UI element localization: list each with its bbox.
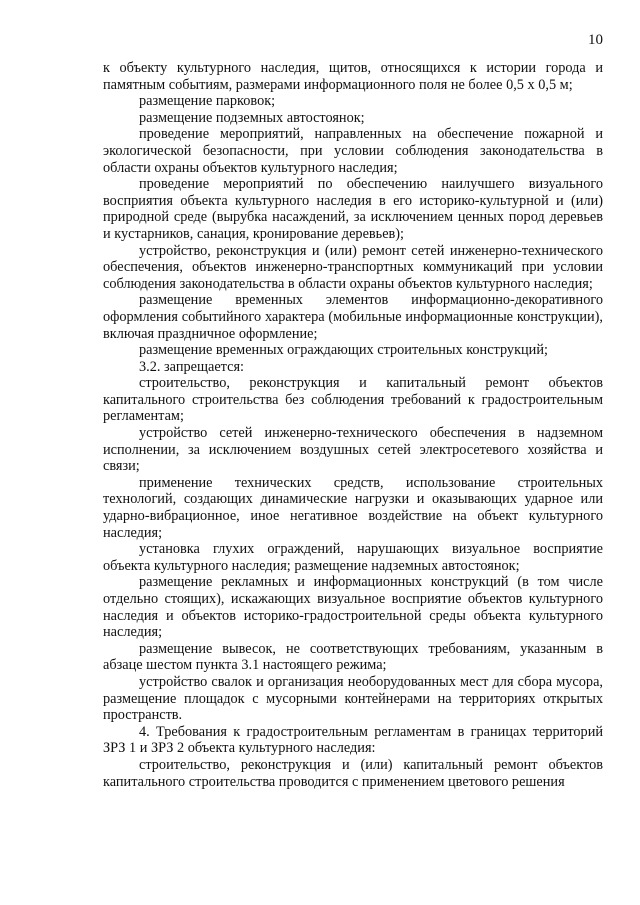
paragraph: устройство, реконструкция и (или) ремонт сетей инженерно-технического обеспечения, объектов инженерно-транспортных коммуникаций при условии соблюдения законодательства в области охраны объектов культурного наследия; (103, 242, 603, 292)
paragraph: применение технических средств, использование строительных технологий, создающих динамические нагрузки и оказывающих ударное или ударно-вибрационное, иное негативное воздействие на объект культурного наследия; (103, 474, 603, 541)
section-heading: 3.2. запрещается: (139, 358, 244, 375)
section-heading: 4. Требования к градостроительным регламентам в границах территорий ЗРЗ 1 и ЗРЗ 2 объекта культурного наследия: (103, 723, 603, 757)
paragraph: проведение мероприятий по обеспечению наилучшего визуального восприятия объекта культурного наследия в его историко-культурной и (или) природной среде (вырубка насаждений, за исключением ценных пород деревьев и кустарников, санация, кронирование деревьев); (103, 176, 603, 242)
paragraph: установка глухих ограждений, нарушающих визуальное восприятие объекта культурного наследия; размещение надземных автостоянок; (103, 541, 603, 574)
paragraph: размещение парковок; (139, 93, 276, 110)
page-number: 10 (588, 32, 603, 48)
paragraph: строительство, реконструкция и (или) капитальный ремонт объектов капитального строительства проводится с применением цветового решения (103, 756, 603, 790)
paragraph: устройство свалок и организация необорудованных мест для сбора мусора, размещение площадок с мусорными контейнерами на территориях открытых пространств. (103, 673, 603, 724)
paragraph: размещение рекламных и информационных конструкций (в том числе отдельно стоящих), искажающих визуальное восприятие объектов культурного наследия и объектов историко-градостроительной среды объекта культурного наследия; (103, 574, 603, 641)
paragraph: размещение подземных автостоянок; (139, 109, 365, 126)
paragraph: устройство сетей инженерно-технического обеспечения в надземном исполнении, за исключением воздушных сетей электросетевого хозяйства и связи; (103, 425, 603, 475)
paragraph: проведение мероприятий, направленных на обеспечение пожарной и экологической безопасности, при условии соблюдения законодательства в области охраны объектов культурного наследия; (103, 126, 603, 176)
paragraph: строительство, реконструкция и капитальный ремонт объектов капитального строительства без соблюдения требований к градостроительным регламентам; (103, 375, 603, 425)
document-body (103, 60, 603, 790)
paragraph: размещение временных элементов информационно-декоративного оформления событийного характера (мобильные информационные конструкции), включая праздничное оформление; (103, 292, 603, 342)
paragraph: размещение вывесок, не соответствующих требованиям, указанным в абзаце шестом пункта 3.1 настоящего режима; (103, 640, 603, 674)
paragraph: размещение временных ограждающих строительных конструкций; (139, 342, 548, 359)
paragraph: к объекту культурного наследия, щитов, относящихся к истории города и памятным событиям, размерами информационного поля не более 0,5 х 0,5 м; (103, 60, 603, 93)
